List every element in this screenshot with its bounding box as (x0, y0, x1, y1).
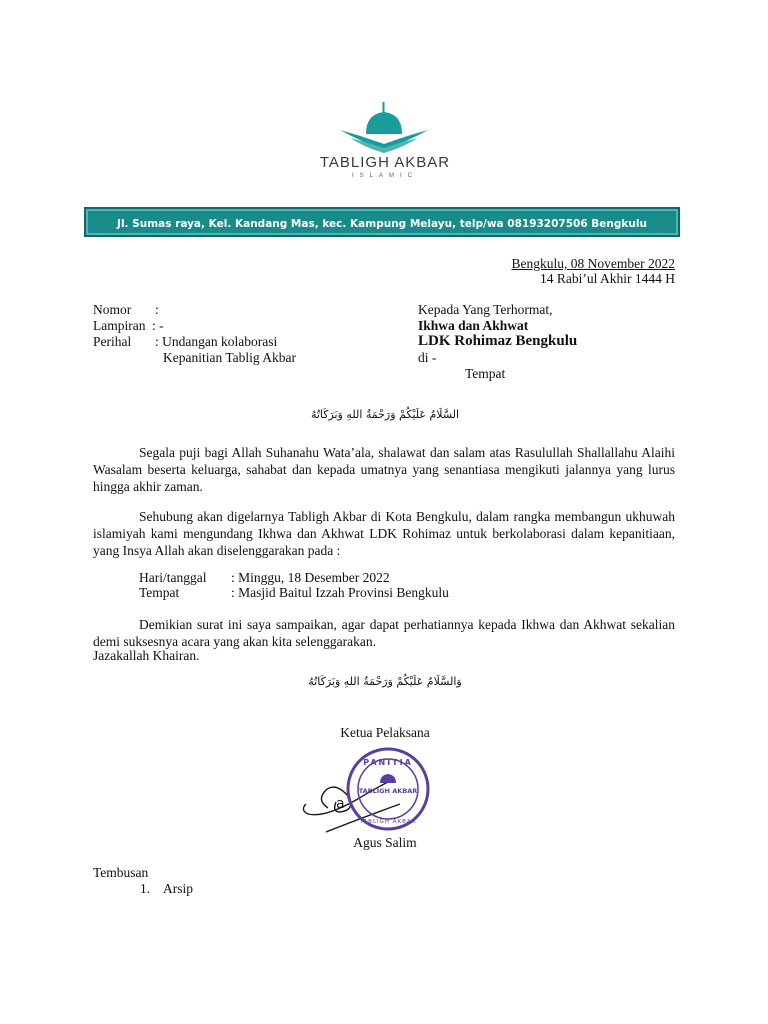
nomor-value: : (155, 302, 159, 317)
stamp-seal-icon (346, 747, 430, 831)
event-place-value: : Masjid Baitul Izzah Provinsi Bengkulu (231, 585, 449, 600)
logo-subtitle: ISLAMIC (351, 173, 418, 179)
lampiran-label: Lampiran (93, 318, 146, 333)
paragraph-closing: Demikian surat ini saya sampaikan, agar dapat perhatiannya kepada Ikhwa dan Akhwat sekalian demi suksesnya acara yang akan kita selenggarakan. (93, 617, 675, 649)
perihal-value: : Undangan kolaborasi (155, 334, 278, 349)
address-banner: Jl. Sumas raya, Kel. Kandang Mas, kec. Kampung Melayu, telp/wa 08193207506 Bengkulu (84, 207, 680, 237)
recipient-salutation: Kepada Yang Terhormat, (418, 302, 553, 317)
perihal-label: Perihal (93, 334, 132, 349)
tabligh-akbar-logo (300, 96, 470, 186)
letter-date-hijri: 14 Rabi’ul Akhir 1444 H (540, 271, 675, 286)
perihal-value-2: Kepanitian Tablig Akbar (163, 350, 297, 365)
recipient-name: Ikhwa dan Akhwat (418, 318, 529, 333)
paragraph-invitation: Sehubung akan digelarnya Tabligh Akbar di Kota Bengkulu, dalam rangka membangun ukhuwah islamiyah kami mengundang Ikhwa dan Akhwat LDK Rohimaz untuk berkolaborasi dalam kepanitiaan, yang Insya Allah akan diselenggarakan pada : (93, 509, 675, 558)
svg-text:PANITIA: PANITIA (363, 758, 413, 767)
committee-stamp (346, 747, 430, 831)
event-place-label: Tempat (139, 585, 180, 600)
event-day-value: : Minggu, 18 Desember 2022 (231, 570, 390, 585)
event-day-label: Hari/tanggal (139, 570, 207, 585)
closing-thanks: Jazakallah Khairan. (93, 648, 200, 663)
lampiran-value: : - (152, 318, 164, 333)
svg-text:TABLIGH AKBAR: TABLIGH AKBAR (358, 787, 418, 795)
paragraph-praise: Segala puji bagi Allah Suhanahu Wata’ala, shalawat dan salam atas Rasulullah Shallallahu Alaihi Wasalam beserta keluarga, sahabat dan kepada umatnya yang senantiasa mengikuti jalannya yang lurus hingga akhir zaman. (93, 445, 675, 494)
tembusan-item: Arsip (163, 881, 193, 896)
opening-greeting: السَّلَامُ عَلَيْكُمْ وَرَحْمَةُ اللهِ وَبَرَكَاتُهُ (310, 408, 460, 421)
recipient-place: Tempat (465, 366, 506, 381)
recipient-organization: LDK Rohimaz Bengkulu (418, 333, 578, 349)
svg-text:TABLIGH AKBAR: TABLIGH AKBAR (359, 819, 417, 825)
logo-title: TABLIGH AKBAR (319, 154, 451, 171)
closing-greeting: وَالسَّلَامُ عَلَيْكُمْ وَرَحْمَةُ اللهِ وَبَرَكَاتُهُ (308, 675, 462, 688)
signatory-name: Agus Salim (353, 835, 417, 850)
svg-text:a: a (336, 796, 345, 812)
tembusan-item-number: 1. (140, 881, 151, 896)
mosque-dome-icon (300, 96, 470, 154)
signatory-role: Ketua Pelaksana (340, 725, 430, 740)
recipient-di: di - (418, 350, 437, 365)
letter-date: Bengkulu, 08 November 2022 (511, 256, 675, 271)
tembusan-label: Tembusan (93, 865, 149, 880)
nomor-label: Nomor (93, 302, 132, 317)
